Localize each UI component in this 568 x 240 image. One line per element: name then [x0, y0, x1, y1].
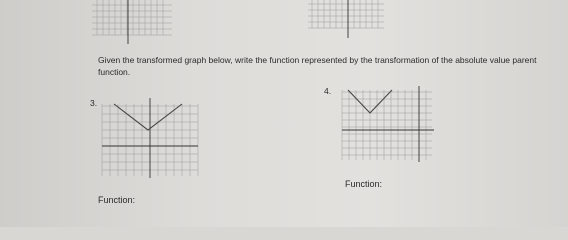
- prev-graph-right: [308, 0, 384, 38]
- graph-problem-3: [100, 96, 200, 178]
- prev-graph-left: [92, 0, 172, 44]
- instructions-text: Given the transformed graph below, write the function represented by the transformation of the absolute value parent function.: [98, 55, 537, 77]
- prev-graph-left-grid: [92, 0, 172, 35]
- graph-4-grid: [342, 90, 432, 160]
- problem-3-function-label: Function:: [98, 195, 136, 205]
- graph-problem-4: [340, 86, 438, 164]
- prev-graph-right-grid: [308, 0, 384, 28]
- graph-3-absolute-value-curve: [114, 104, 182, 130]
- problem-4-number: 4.: [324, 86, 332, 96]
- problem-4-function-label: Function:: [345, 179, 383, 189]
- problem-3-number: 3.: [90, 98, 98, 108]
